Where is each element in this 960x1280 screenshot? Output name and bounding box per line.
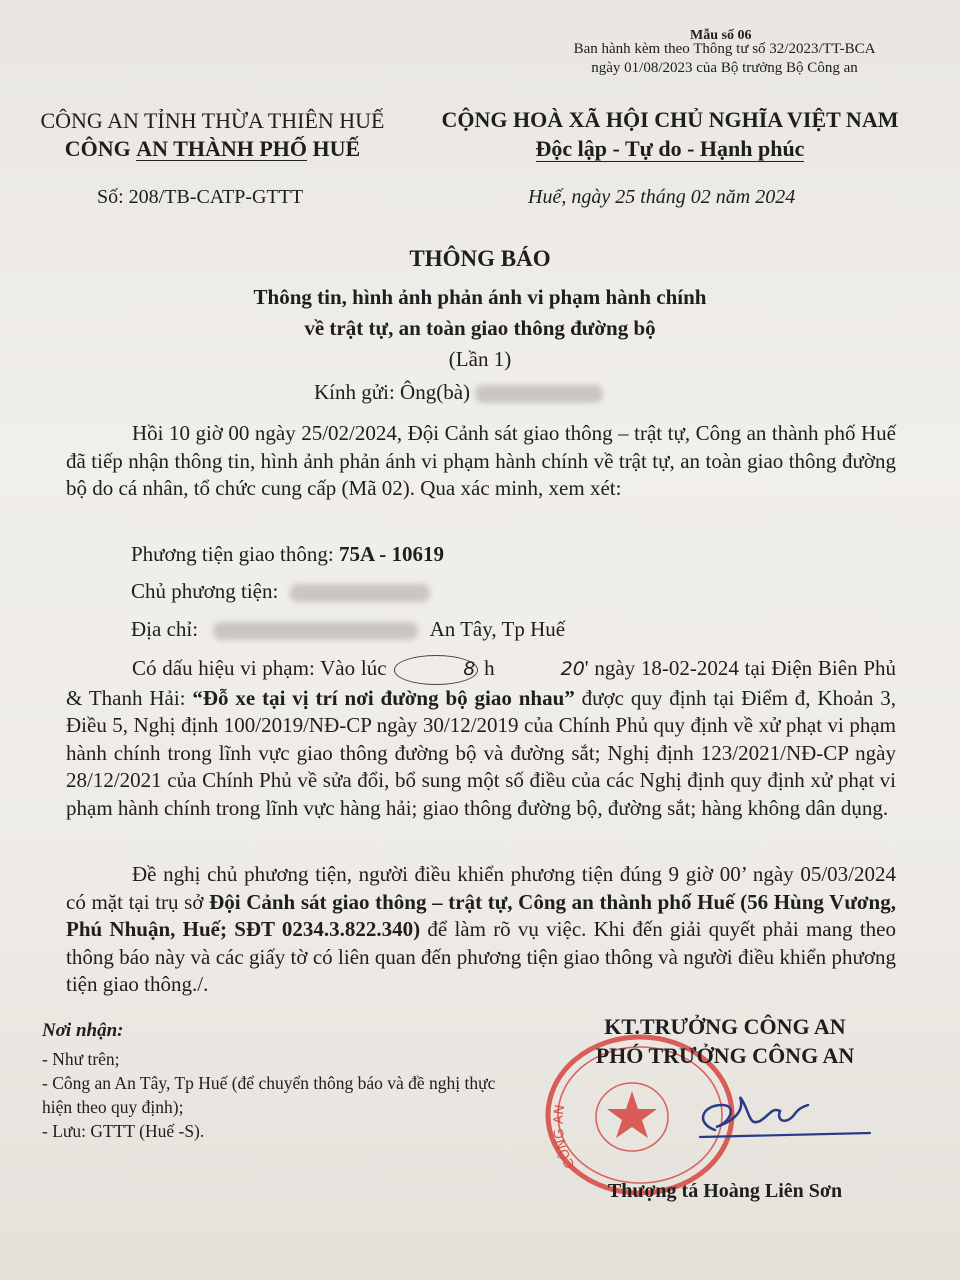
national-header xyxy=(425,105,915,163)
svg-text:CÔNG AN xyxy=(551,1104,578,1171)
recipient-item: - Như trên; xyxy=(42,1049,120,1069)
paragraph-intro: Hồi 10 giờ 00 ngày 25/02/2024, Đội Cảnh sát giao thông – trật tự, Công an thành phố Huế đã tiếp nhận thông tin, hình ảnh phản ánh vi phạm hành chính về trật tự, an toàn giao thông đường bộ do cá nhân, tổ chức cung cấp (Mã 02). Qua xác minh, xem xét: xyxy=(66,421,896,500)
form-issued-line-2: ngày 01/08/2023 của Bộ trưởng Bộ Công an xyxy=(591,60,858,76)
address-line: Địa chỉ: An Tây, Tp Huế xyxy=(131,617,566,641)
vehicle-line: Phương tiện giao thông: 75A - 10619 xyxy=(131,542,444,566)
agency-name: CÔNG AN THÀNH PHỐ HUẾ xyxy=(64,136,361,161)
agency-parent: CÔNG AN TỈNH THỪA THIÊN HUẾ xyxy=(40,108,385,133)
form-issued-line-1: Ban hành kèm theo Thông tư số 32/2023/TT-BCA xyxy=(573,41,876,57)
recipient-item: - Lưu: GTTT (Huế -S). xyxy=(42,1121,205,1141)
redacted-address xyxy=(213,622,418,640)
form-number: Mẫu số 06 xyxy=(690,28,752,43)
document-title: THÔNG BÁO xyxy=(409,246,551,271)
recipients-list xyxy=(42,1047,502,1143)
document-number: Số: 208/TB-CATP-GTTT xyxy=(97,186,304,208)
paragraph-violation: Có dấu hiệu vi phạm: Vào lúc 8 h 20' ngày 18-02-2024 tại Điện Biên Phủ & Thanh Hải: “Đỗ xe tại vị trí nơi đường bộ giao nhau” được quy định tại Điểm đ, Khoản 3, Điều 5, Nghị định 100/2019/NĐ-CP ngày 30/12/2019 của Chính Phủ quy định về xử phạt vi phạm hành chính trong lĩnh vực giao thông đường bộ và đường sắt; Nghị định 123/2021/NĐ-CP ngày 28/12/2021 của Chính Phủ về sửa đổi, bổ sung một số điều của các Nghị định quy định xử phạt vi phạm hành chính trong lĩnh vực hàng hải; giao thông đường bộ, đường sắt; hàng không dân dụng. xyxy=(66,656,897,820)
stamp-text: CÔNG AN xyxy=(551,1103,579,1171)
offense: “Đỗ xe tại vị trí nơi đường bộ giao nhau” xyxy=(192,685,575,710)
form-issued-note xyxy=(567,40,882,78)
redacted-name xyxy=(475,385,603,403)
document-subtitle: Thông tin, hình ảnh phản ánh vi phạm hành chính về trật tự, an toàn giao thông đường bộ xyxy=(253,285,707,340)
recipient-item: - Công an An Tây, Tp Huế (để chuyển thông báo và đề nghị thực hiện theo quy định); xyxy=(42,1073,496,1117)
redacted-owner xyxy=(290,584,430,602)
signature-block xyxy=(560,1012,890,1070)
recipients-title: Nơi nhận: xyxy=(42,1020,124,1041)
handwritten-hour: 8 xyxy=(394,655,478,685)
signature-line-2: PHÓ TRƯỞNG CÔNG AN xyxy=(595,1043,855,1068)
handwritten-signature xyxy=(690,1075,875,1145)
signer-name: Thượng tá Hoàng Liên Sơn xyxy=(607,1180,843,1202)
signature-line-1: KT.TRƯỞNG CÔNG AN xyxy=(604,1014,846,1039)
vehicle-plate: 75A - 10619 xyxy=(338,542,444,566)
national-title: CỘNG HOÀ XÃ HỘI CHỦ NGHĨA VIỆT NAM xyxy=(441,107,899,132)
office-address: Đội Cảnh sát giao thông – trật tự, Công an thành phố Huế (56 Hùng Vương, Phú Nhuận, Huế; SĐT 0234.3.822.340) xyxy=(66,889,896,941)
place-date: Huế, ngày 25 tháng 02 năm 2024 xyxy=(528,186,796,208)
attempt-number: (Lần 1) xyxy=(448,347,512,371)
handwritten-minute: 20 xyxy=(560,658,585,680)
paragraph-request: Đề nghị chủ phương tiện, người điều khiển phương tiện đúng 9 giờ 00’ ngày 05/03/2024 có mặt tại trụ sở Đội Cảnh sát giao thông – trật tự, Công an thành phố Huế (56 Hùng Vương, Phú Nhuận, Huế; SĐT 0234.3.822.340) để làm rõ vụ việc. Khi đến giải quyết phải mang theo thông báo này và các giấy tờ có liên quan đến phương tiện giao thông và người điều khiển phương tiện giao thông./. xyxy=(66,862,897,996)
owner-line: Chủ phương tiện: xyxy=(131,579,430,604)
national-motto: Độc lập - Tự do - Hạnh phúc xyxy=(535,136,805,161)
issuing-agency xyxy=(20,107,405,163)
addressee: Kính gửi: Ông(bà) xyxy=(314,380,603,405)
